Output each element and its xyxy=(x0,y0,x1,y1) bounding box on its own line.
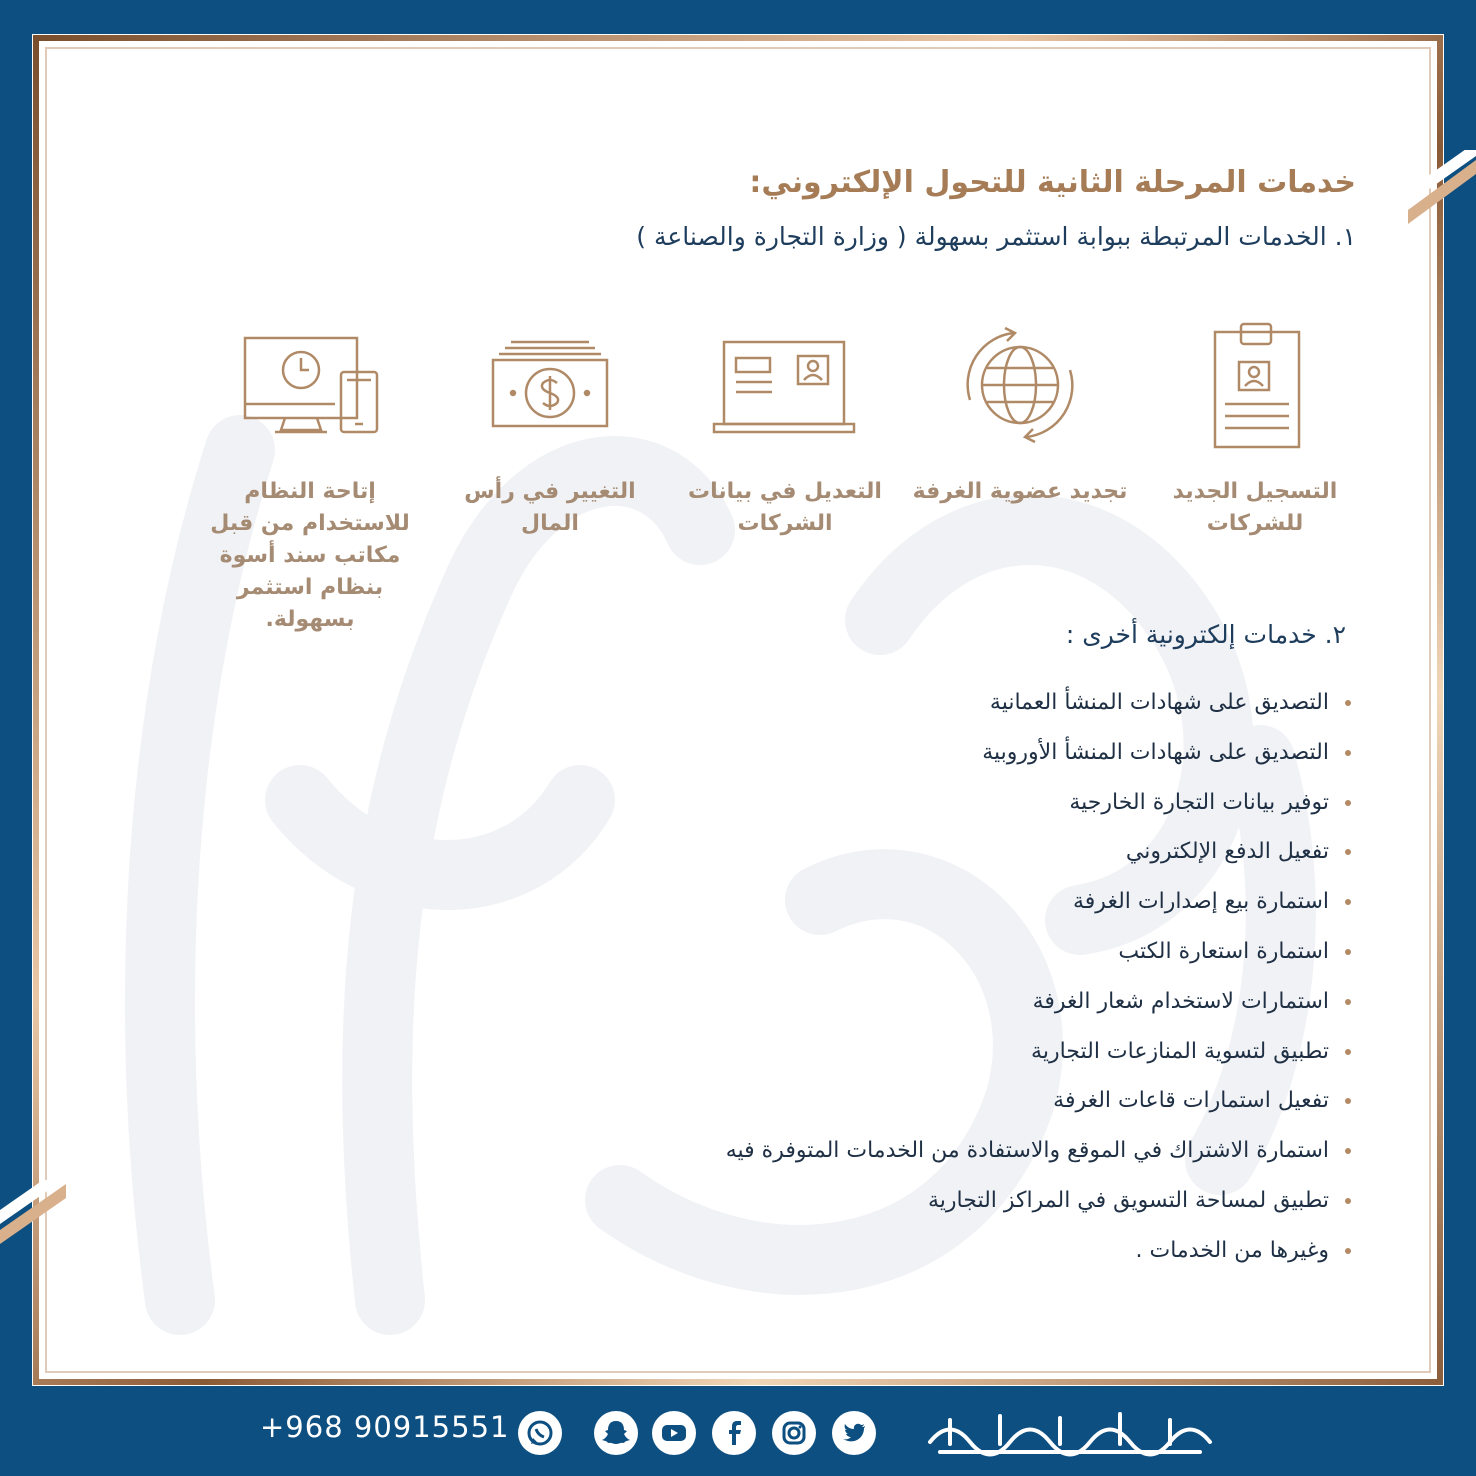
bullet-icon xyxy=(1345,1049,1351,1055)
service-label: تجديد عضوية الغرفة xyxy=(912,479,1128,504)
list-item: وغيرها من الخدمات . xyxy=(591,1228,1351,1278)
list-item: استمارات لاستخدام شعار الغرفة xyxy=(591,979,1351,1029)
bullet-icon xyxy=(1345,750,1351,756)
bullet-icon xyxy=(1345,800,1351,806)
list-item: تفعيل الدفع الإلكتروني xyxy=(591,829,1351,879)
services-list xyxy=(591,680,1351,1278)
page-title: خدمات المرحلة الثانية للتحول الإلكتروني: xyxy=(749,165,1356,200)
globe-refresh-icon xyxy=(955,320,1085,450)
section-1-heading: ١. الخدمات المرتبطة ببوابة استثمر بسهولة ( وزارة التجارة والصناعة ) xyxy=(636,222,1356,251)
bullet-icon xyxy=(1345,899,1351,905)
bullet-icon xyxy=(1345,1148,1351,1154)
list-item: استمارة الاشتراك في الموقع والاستفادة من الخدمات المتوفرة فيه xyxy=(591,1128,1351,1178)
service-label: التغيير في رأس المال xyxy=(464,479,636,536)
list-item: استمارة استعارة الكتب xyxy=(591,929,1351,979)
service-label: التعديل في بيانات الشركات xyxy=(688,479,882,536)
service-label: إتاحة النظام للاستخدام من قبل مكاتب سند أسوة بنظام استثمر بسهولة. xyxy=(210,479,410,632)
devices-clock-icon xyxy=(235,320,385,450)
banknote-dollar-icon xyxy=(485,320,615,450)
section-2-heading: ٢. خدمات إلكترونية أخرى : xyxy=(1065,620,1346,649)
bullet-icon xyxy=(1345,949,1351,955)
bullet-icon xyxy=(1345,1248,1351,1254)
list-item: تفعيل استمارات قاعات الغرفة xyxy=(591,1078,1351,1128)
list-item: استمارة بيع إصدارات الغرفة xyxy=(591,879,1351,929)
list-item: التصديق على شهادات المنشأ الأوروبية xyxy=(591,730,1351,780)
list-item: توفير بيانات التجارة الخارجية xyxy=(591,780,1351,830)
clipboard-id-icon xyxy=(1205,320,1305,450)
phone-number[interactable]: +968 90915551 xyxy=(260,1410,510,1444)
list-item: تطبيق لتسوية المنازعات التجارية xyxy=(591,1029,1351,1079)
instagram-icon[interactable] xyxy=(772,1411,816,1455)
twitter-icon[interactable] xyxy=(832,1411,876,1455)
facebook-icon[interactable] xyxy=(712,1411,756,1455)
service-item-capital xyxy=(435,320,665,540)
whatsapp-icon[interactable] xyxy=(518,1411,562,1455)
chamber-logo xyxy=(920,1402,1220,1462)
bullet-icon xyxy=(1345,849,1351,855)
bullet-icon xyxy=(1345,1098,1351,1104)
list-item: تطبيق لمساحة التسويق في المراكز التجارية xyxy=(591,1178,1351,1228)
service-item-company-data xyxy=(670,320,900,540)
services-icon-row xyxy=(150,320,1370,632)
snapchat-icon[interactable] xyxy=(594,1411,638,1455)
service-label: التسجيل الجديد للشركات xyxy=(1172,479,1338,536)
bullet-icon xyxy=(1345,700,1351,706)
bullet-icon xyxy=(1345,999,1351,1005)
bullet-icon xyxy=(1345,1198,1351,1204)
list-item: التصديق على شهادات المنشأ العمانية xyxy=(591,680,1351,730)
service-item-membership xyxy=(905,320,1135,508)
service-item-registration xyxy=(1140,320,1370,540)
service-item-sanad xyxy=(190,320,430,636)
youtube-icon[interactable] xyxy=(652,1411,696,1455)
laptop-profile-icon xyxy=(710,320,860,450)
